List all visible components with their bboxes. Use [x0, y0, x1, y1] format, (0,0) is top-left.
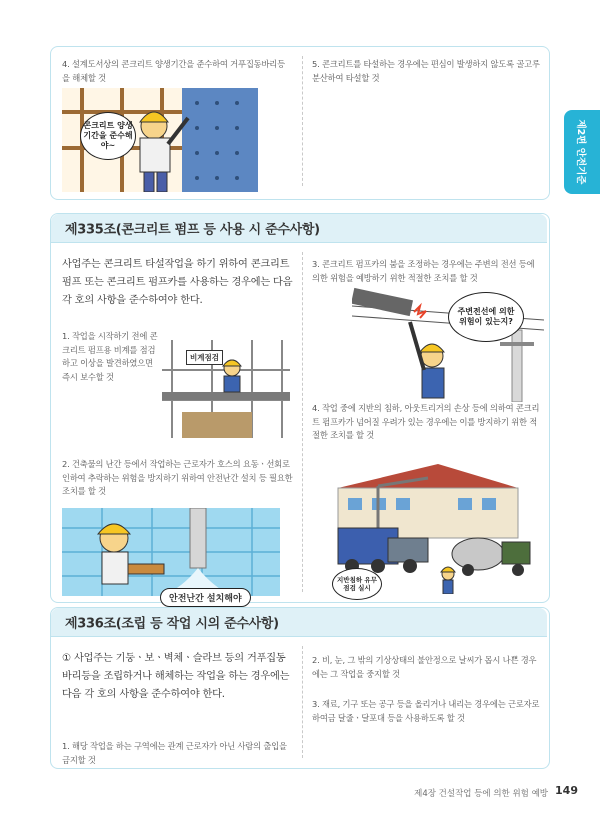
article-335-item-4: 4. 작업 중에 지반의 침하, 아웃트리거의 손상 등에 의하여 콘크리트 펌프카가 넘어질 우려가 있는 경우에는 이를 방지하기 위한 적절한 조치를 할 것 [312, 403, 540, 440]
article-336-lead: ① 사업주는 기둥ㆍ보ㆍ벽체ㆍ슬라브 등의 거푸집동바리등을 조립하거나 해체하는 작업을 하는 경우에는 다음 각 호의 사항을 준수하여야 한다. [62, 653, 290, 700]
scaffold-inspection-sign: 비계점검 [186, 350, 223, 365]
column-divider [302, 56, 303, 186]
column-divider [302, 252, 303, 592]
article-335-header [51, 214, 547, 243]
article-335-item-2: 2. 건축물의 난간 등에서 작업하는 근로자가 호스의 요동ㆍ선회로 인하여 추락하는 위험을 방지하기 위하여 안전난간 설치 등 필요한 조치를 할 것 [62, 459, 293, 496]
column-divider [302, 646, 303, 758]
article-336-header [51, 608, 547, 637]
power-line-speech-bubble: 주변전선에 의한 위험이 있는지? [448, 292, 524, 342]
article-335-item-1: 1. 작업을 시작하기 전에 콘크리트 펌프용 비계를 점검하고 이상을 발견하였으면 즉시 보수할 것 [62, 331, 158, 382]
article-336-title: 제336조(조립 등 작업 시의 준수사항) [65, 616, 279, 632]
article-335-item-3: 3. 콘크리트 펌프카의 붐을 조정하는 경우에는 주변의 전선 등에 의한 위험을 예방하기 위한 적절한 조치를 할 것 [312, 259, 535, 283]
section-side-tab [564, 110, 600, 194]
scaffold-inspection-illustration [162, 330, 290, 438]
chapter-footer: 제4장 건설작업 등에 의한 위험 예방 [414, 789, 548, 799]
article-336-item-3: 3. 재료, 기구 또는 공구 등을 올리거나 내리는 경우에는 근로자로 하여금 달줄ㆍ달포대 등을 사용하도록 할 것 [312, 699, 540, 723]
top-item-5: 5. 콘크리트를 타설하는 경우에는 편심이 발생하지 않도록 골고루 분산하여 타설할 것 [312, 59, 540, 83]
side-tab-label: 제2편 안전기준 [575, 119, 586, 185]
safety-rail-illustration [62, 508, 280, 596]
article-336-item-1: 1. 해당 작업을 하는 구역에는 관계 근로자가 아닌 사람의 출입을 금지할 것 [62, 741, 287, 765]
page-number: 149 [555, 784, 578, 797]
article-335-title: 제335조(콘크리트 펌프 등 사용 시 준수사항) [65, 222, 320, 238]
ground-check-speech-bubble: 지반침하 유무 점검 실시 [332, 568, 382, 600]
safety-rail-speech-bubble: 안전난간 설치해야 [160, 588, 251, 607]
top-item-4: 4. 설계도서상의 콘크리트 양생기간을 준수하여 거푸집동바리등을 해체할 것 [62, 59, 285, 83]
article-336-item-2: 2. 비, 눈, 그 밖의 기상상태의 불안정으로 날씨가 몹시 나쁜 경우에는 그 작업을 중지할 것 [312, 655, 537, 679]
curing-period-speech-bubble: 콘크리트 양생기간을 준수해야~ [80, 112, 136, 160]
article-335-lead: 사업주는 콘크리트 타설작업을 하기 위하여 콘크리트 펌프 또는 콘크리트 펌프카를 사용하는 경우에는 다음 각 호의 사항을 준수하여야 한다. [62, 259, 293, 306]
